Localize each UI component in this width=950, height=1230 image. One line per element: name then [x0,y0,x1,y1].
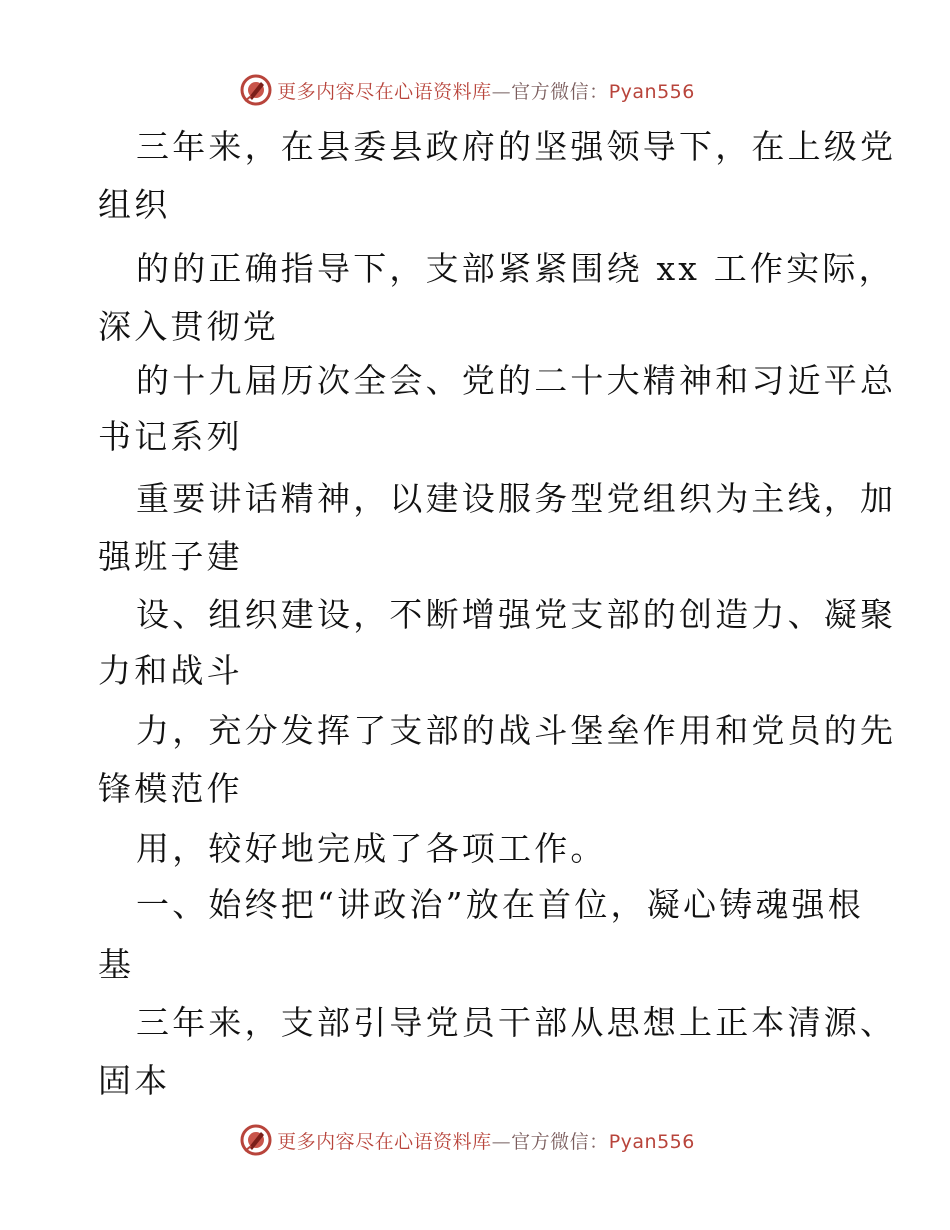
footer-official-text: 官方微信： [511,1130,609,1153]
footer-banner-inner [239,1123,695,1157]
header-text [277,77,695,104]
footer-wechat-id: Pyan556 [608,1130,695,1153]
body-line: 用，较好地完成了各项工作。 [136,829,607,868]
body-line: 一、始终把“讲政治”放在首位，凝心铸魂强根 [136,885,864,924]
header-banner [0,70,950,110]
header-wechat-id: Pyan556 [608,80,695,103]
footer-separator: — [491,1130,512,1153]
body-line: 固本 [98,1061,171,1100]
footer-banner [0,1120,950,1160]
body-line: 基 [98,945,135,984]
body-line: 的的正确指导下，支部紧紧围绕 xx 工作实际， [136,249,895,288]
pen-nib-circle-icon [239,1123,273,1157]
header-site-text: 更多内容尽在心语资料库 [277,80,492,103]
footer-text [277,1127,695,1154]
body-line: 锋模范作 [98,769,243,808]
body-line: 书记系列 [98,417,243,456]
pen-nib-circle-icon [239,73,273,107]
body-line: 的十九届历次全会、党的二十大精神和习近平总 [136,361,897,400]
body-line: 三年来，在县委县政府的坚强领导下，在上级党 [136,127,897,166]
header-separator: — [491,80,512,103]
body-line: 力和战斗 [98,651,243,690]
body-line: 重要讲话精神，以建设服务型党组织为主线，加 [136,479,897,518]
body-line: 设、组织建设，不断增强党支部的创造力、凝聚 [136,595,897,634]
body-line: 三年来，支部引导党员干部从思想上正本清源、 [136,1003,897,1042]
header-official-text: 官方微信： [511,80,609,103]
body-line: 力，充分发挥了支部的战斗堡垒作用和党员的先 [136,711,897,750]
body-line: 深入贯彻党 [98,307,279,346]
body-line: 强班子建 [98,537,243,576]
body-line: 组织 [98,185,171,224]
footer-site-text: 更多内容尽在心语资料库 [277,1130,492,1153]
header-banner-inner [239,73,695,107]
